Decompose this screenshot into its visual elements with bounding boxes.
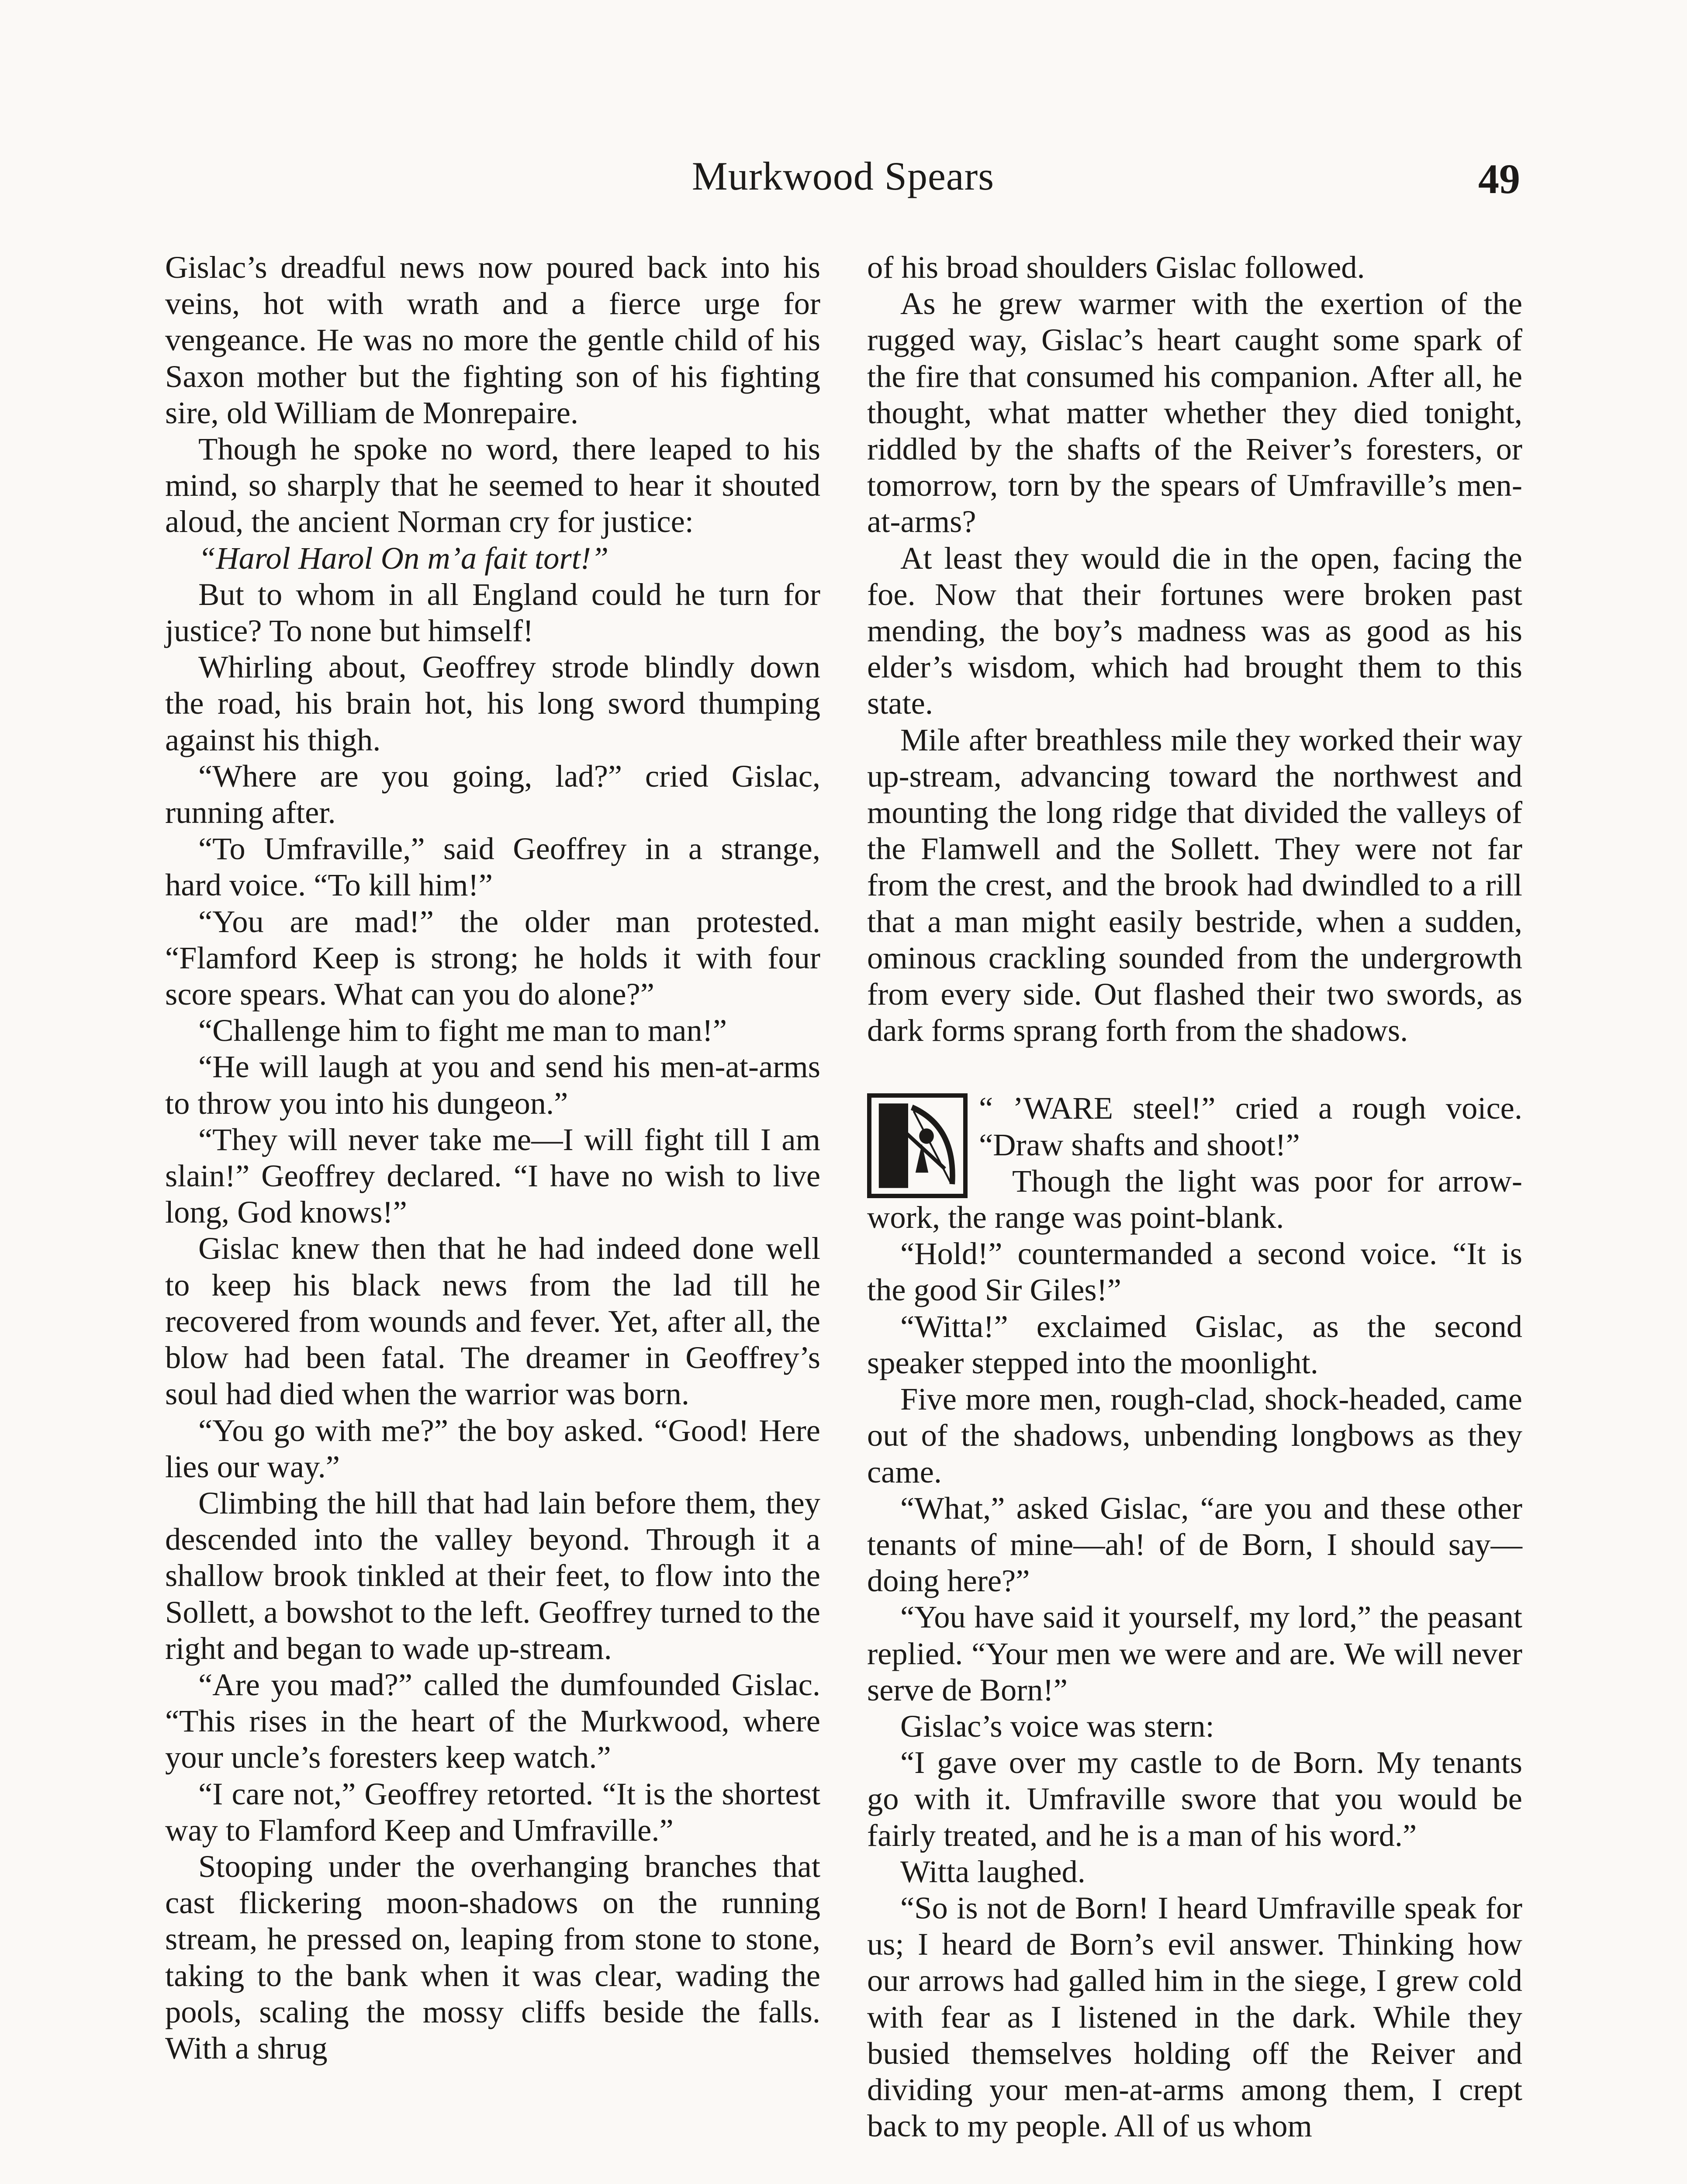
paragraph: Though he spoke no word, there leaped to his mind, so sharply that he seemed to hear it shouted aloud, the ancient Norman cry for justice: [165, 431, 820, 539]
paragraph: “What,” asked Gislac, “are you and these other tenants of mine—ah! of de Born, I should say—doing here?” [867, 1490, 1522, 1599]
paragraph: “You have said it yourself, my lord,” the peasant replied. “Your men we were and are. We will never serve de Born!” [867, 1599, 1522, 1707]
paragraph: “He will laugh at you and send his men-at-arms to throw you into his dungeon.” [165, 1049, 820, 1121]
running-title: Murkwood Spears [691, 154, 995, 198]
paragraph: At least they would die in the open, facing the foe. Now that their fortunes were broken past mending, the boy’s madness was as good as his elder’s wisdom, which had brought them to this state. [867, 540, 1522, 721]
paragraph: Climbing the hill that had lain before them, they descended into the valley beyond. Through it a shallow brook tinkled at their feet, to flow into the Sollett, a bowshot to the left. Geoffrey turned to the right and began to wade up-stream. [165, 1485, 820, 1666]
paragraph: Gislac’s dreadful news now poured back into his veins, hot with wrath and a fierce urge for vengeance. He was no more the gentle child of his Saxon mother but the fighting son of his fighting sire, old William de Monrepaire. [165, 249, 820, 430]
right-column-part-a [867, 249, 1522, 1048]
paragraph: “You are mad!” the older man protested. “Flamford Keep is strong; he holds it with four score spears. What can you do alone?” [165, 903, 820, 1012]
paragraph: “Where are you going, lad?” cried Gislac, running after. [165, 758, 820, 830]
paragraph: Witta laughed. [900, 1853, 1085, 1889]
paragraph: “Are you mad?” called the dumfounded Gislac. “This rises in the heart of the Murkwood, where your uncle’s foresters keep watch.” [165, 1666, 820, 1775]
section-break [867, 1048, 1522, 1090]
paragraph: Though the light was poor for arrow-work, the range was point-blank. [867, 1163, 1522, 1235]
paragraph: of his broad shoulders Gislac followed. [867, 249, 1365, 285]
left-column [165, 249, 820, 2066]
paragraph: Mile after breathless mile they worked their way up-stream, advancing toward the northwest and mounting the long ridge that divided the valleys of the Flamwell and the Sollett. They were not far from the crest, and the brook had dwindled to a rill that a man might easily bestride, when a sudden, ominous crackling sounded from the undergrowth from every side. Out flashed their two swords, as dark forms sprang forth from the shadows. [867, 722, 1522, 1048]
paragraph: “Hold!” countermanded a second voice. “It is the good Sir Giles!” [867, 1236, 1522, 1308]
right-column [867, 249, 1522, 2144]
paragraph: Gislac knew then that he had indeed done well to keep his black news from the lad till he recovered from wounds and fever. Yet, after all, the blow had been fatal. The dreamer in Geoffrey’s soul had died when the warrior was born. [165, 1230, 820, 1412]
paragraph: “So is not de Born! I heard Umfraville speak for us; I heard de Born’s evil answer. Thinking how our arrows had galled him in the siege, I grew cold with fear as I listened in the dark. While they busied themselves holding off the Reiver and dividing your men-at-arms among them, I crept back to my people. All of us whom [867, 1890, 1522, 2144]
dropcap-section [867, 1090, 1522, 2144]
paragraph: “They will never take me—I will fight till I am slain!” Geoffrey declared. “I have no wish to live long, God knows!” [165, 1121, 820, 1230]
right-column-part-b [867, 1090, 1522, 2144]
paragraph: “Harol Harol On m’a fait tort!” [198, 540, 609, 576]
archer-dropcap-icon [867, 1093, 968, 1198]
paragraph: But to whom in all England could he turn for justice? To none but himself! [165, 576, 820, 649]
paragraph: “To Umfraville,” said Geoffrey in a strange, hard voice. “To kill him!” [165, 831, 820, 903]
paragraph: “I gave over my castle to de Born. My tenants go with it. Umfraville swore that you would be fairly treated, and he is a man of his word.” [867, 1745, 1522, 1853]
paragraph: Five more men, rough-clad, shock-headed, came out of the shadows, unbending longbows as they came. [867, 1381, 1522, 1489]
paragraph: “I care not,” Geoffrey retorted. “It is the shortest way to Flamford Keep and Umfraville.” [165, 1776, 820, 1848]
paragraph: As he grew warmer with the exertion of the rugged way, Gislac’s heart caught some spark of the fire that consumed his companion. After all, he thought, what matter whether they died tonight, riddled by the shafts of the Reiver’s foresters, or tomorrow, torn by the spears of Umfraville’s men-at-arms? [867, 286, 1522, 539]
paragraph: Gislac’s voice was stern: [900, 1708, 1214, 1744]
paragraph: “Witta!” exclaimed Gislac, as the second speaker stepped into the moonlight. [867, 1308, 1522, 1380]
paragraph: “Challenge him to fight me man to man!” [198, 1013, 727, 1048]
page-number: 49 [1478, 156, 1520, 202]
paragraph: “ ’WARE steel!” cried a rough voice. “Draw shafts and shoot!” [979, 1090, 1522, 1162]
page-header [166, 153, 1520, 205]
paragraph: Stooping under the overhanging branches that cast flickering moon-shadows on the running stream, he pressed on, leaping from stone to stone, taking to the bank when it was clear, wading the pools, scaling the mossy cliffs beside the falls. With a shrug [165, 1848, 820, 2066]
paragraph: “You go with me?” the boy asked. “Good! Here lies our way.” [165, 1412, 820, 1484]
paragraph: Whirling about, Geoffrey strode blindly down the road, his brain hot, his long sword thumping against his thigh. [165, 649, 820, 757]
